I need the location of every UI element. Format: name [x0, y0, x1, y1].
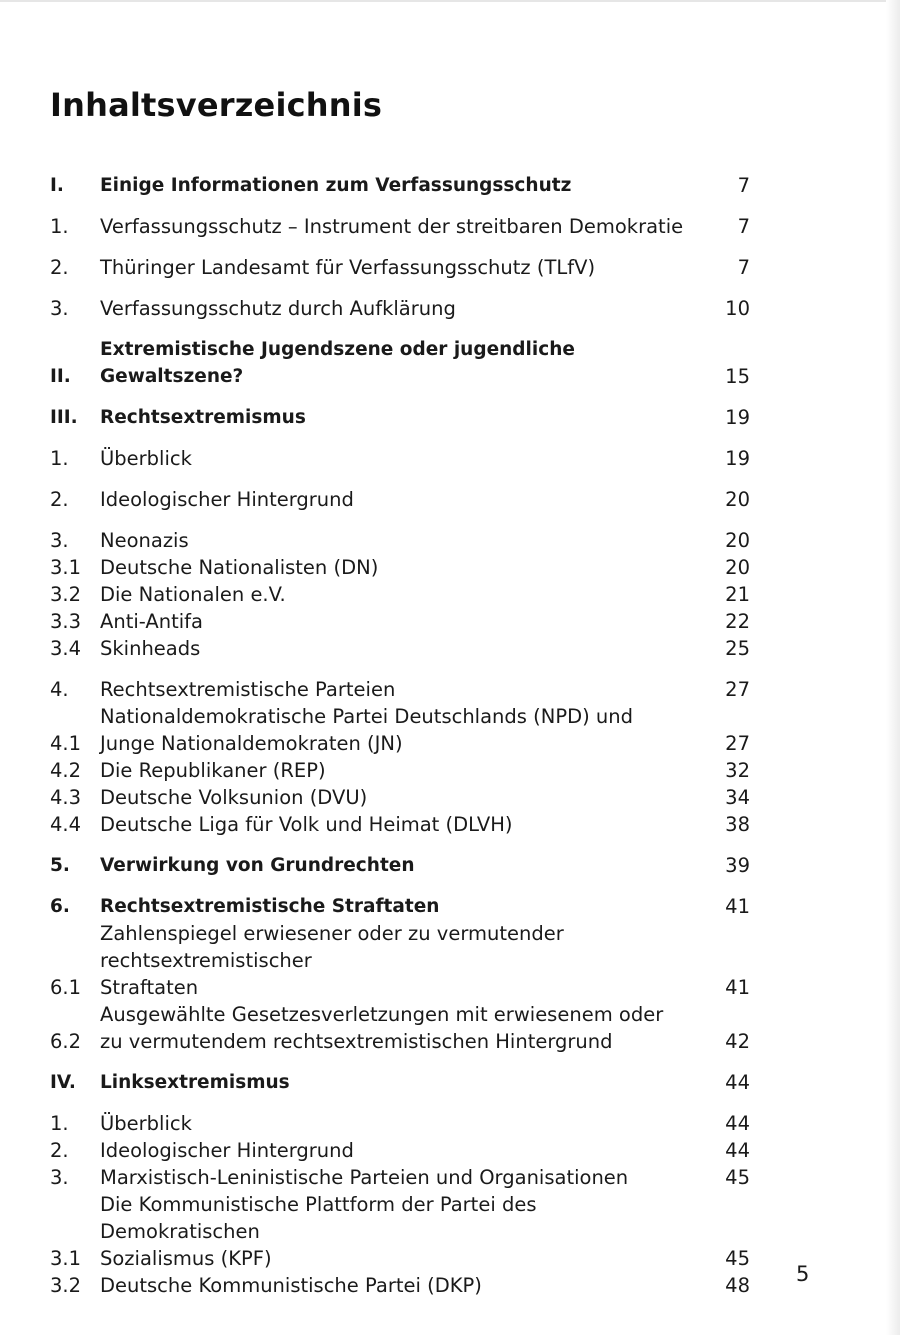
toc-entry-number: 1.: [50, 1112, 69, 1135]
toc-entry-number: 4.3: [50, 786, 82, 809]
toc-entry: [50, 608, 750, 635]
toc-entry-number: 3.: [50, 1166, 69, 1189]
toc-entry-number: 2.: [50, 488, 69, 511]
toc-entry-title: Skinheads: [100, 637, 201, 660]
toc-entry-number: 2.: [50, 1139, 69, 1162]
toc-entry-title: Nationaldemokratische Partei Deutschlands (NPD) und Junge Nationaldemokraten (JN): [100, 705, 634, 755]
table-of-contents: [50, 172, 750, 1299]
toc-entry-number: II.: [50, 366, 71, 387]
toc-entry: [50, 295, 750, 322]
toc-entry-number: 1.: [50, 215, 69, 238]
toc-entry-page: 34: [725, 786, 750, 809]
toc-entry-page: 48: [725, 1274, 750, 1297]
toc-entry-page: 27: [725, 678, 750, 701]
toc-entry-page: 41: [725, 976, 750, 999]
toc-entry-page: 7: [737, 215, 750, 238]
toc-entry-title: Extremistische Jugendszene oder jugendliche Gewaltszene?: [100, 339, 575, 387]
toc-entry-number: 3.: [50, 529, 69, 552]
toc-entry: [50, 635, 750, 662]
toc-entry-number: 4.4: [50, 813, 82, 836]
toc-entry-number: 3.2: [50, 1274, 82, 1297]
toc-entry-page: 20: [725, 488, 750, 511]
toc-entry-page: 44: [725, 1112, 750, 1135]
toc-entry-title: Deutsche Nationalisten (DN): [100, 556, 379, 579]
toc-entry: [50, 404, 750, 431]
toc-entry-number: 3.2: [50, 583, 82, 606]
toc-entry-title: Verfassungsschutz – Instrument der streitbaren Demokratie: [100, 215, 684, 238]
toc-entry-number: 3.3: [50, 610, 82, 633]
toc-entry-number: 2.: [50, 256, 69, 279]
toc-entry-number: I.: [50, 175, 64, 196]
toc-entry-title: Rechtsextremistische Parteien: [100, 678, 396, 701]
toc-entry-page: 10: [725, 297, 750, 320]
toc-entry-page: 20: [725, 529, 750, 552]
toc-entry-title: Deutsche Kommunistische Partei (DKP): [100, 1274, 482, 1297]
toc-entry-page: 20: [725, 556, 750, 579]
toc-entry-page: 44: [725, 1071, 750, 1094]
toc-entry-title: Linksextremismus: [100, 1072, 290, 1093]
toc-entry-title: Die Kommunistische Plattform der Partei des Demokratischen Sozialismus (KPF): [100, 1193, 537, 1270]
toc-entry-title: Überblick: [100, 447, 192, 470]
toc-entry-title: Rechtsextremistische Straftaten: [100, 896, 440, 917]
toc-entry: [50, 1191, 750, 1272]
page-title: Inhaltsverzeichnis: [50, 86, 383, 124]
toc-entry-title: Verfassungsschutz durch Aufklärung: [100, 297, 456, 320]
toc-entry-title: Ausgewählte Gesetzesverletzungen mit erwiesenem oder zu vermutendem rechtsextremistischen Hintergrund: [100, 1003, 664, 1053]
toc-entry-page: 41: [725, 895, 750, 918]
toc-entry-page: 19: [725, 447, 750, 470]
toc-entry-number: 3.1: [50, 556, 82, 579]
toc-entry-title: Ideologischer Hintergrund: [100, 1139, 354, 1162]
toc-entry-page: 42: [725, 1030, 750, 1053]
toc-entry: [50, 486, 750, 513]
toc-entry-page: 32: [725, 759, 750, 782]
toc-entry: [50, 1069, 750, 1096]
toc-entry-number: 4.2: [50, 759, 82, 782]
toc-entry-title: Marxistisch-Leninistische Parteien und Organisationen: [100, 1166, 629, 1189]
toc-entry: [50, 1001, 750, 1055]
toc-entry: [50, 254, 750, 281]
toc-entry-title: Die Republikaner (REP): [100, 759, 326, 782]
toc-entry: [50, 703, 750, 757]
toc-entry: [50, 527, 750, 554]
toc-entry-number: 3.1: [50, 1247, 82, 1270]
toc-entry-title: Die Nationalen e.V.: [100, 583, 286, 606]
toc-entry: [50, 1137, 750, 1164]
toc-entry-page: 25: [725, 637, 750, 660]
toc-entry-number: 6.: [50, 896, 70, 917]
toc-entry-number: 1.: [50, 447, 69, 470]
toc-entry-title: Anti-Antifa: [100, 610, 203, 633]
toc-entry-page: 15: [725, 365, 750, 388]
toc-entry: [50, 172, 750, 199]
toc-entry: [50, 213, 750, 240]
toc-entry: [50, 920, 750, 1001]
toc-entry-title: Neonazis: [100, 529, 189, 552]
toc-entry: [50, 1272, 750, 1299]
toc-entry-page: 21: [725, 583, 750, 606]
toc-entry-page: 19: [725, 406, 750, 429]
toc-entry-page: 22: [725, 610, 750, 633]
toc-entry-page: 7: [737, 174, 750, 197]
toc-entry: [50, 676, 750, 703]
toc-entry-title: Deutsche Volksunion (DVU): [100, 786, 368, 809]
toc-entry: [50, 893, 750, 920]
toc-entry: [50, 784, 750, 811]
toc-entry-title: Deutsche Liga für Volk und Heimat (DLVH): [100, 813, 513, 836]
toc-entry: [50, 1164, 750, 1191]
toc-entry-number: 3.4: [50, 637, 82, 660]
toc-entry-title: Verwirkung von Grundrechten: [100, 855, 415, 876]
toc-entry-page: 27: [725, 732, 750, 755]
toc-entry-number: III.: [50, 407, 78, 428]
toc-entry-page: 44: [725, 1139, 750, 1162]
page-number: 5: [796, 1262, 810, 1286]
toc-entry-page: 39: [725, 854, 750, 877]
toc-entry: [50, 811, 750, 838]
toc-entry-page: 7: [737, 256, 750, 279]
toc-entry-title: Einige Informationen zum Verfassungsschutz: [100, 175, 572, 196]
toc-entry-number: 4.1: [50, 732, 82, 755]
page-top-edge: [0, 0, 900, 2]
toc-entry-title: Thüringer Landesamt für Verfassungsschutz (TLfV): [100, 256, 596, 279]
toc-entry-number: 5.: [50, 855, 70, 876]
toc-entry: [50, 1110, 750, 1137]
toc-entry: [50, 554, 750, 581]
toc-entry-title: Überblick: [100, 1112, 192, 1135]
toc-entry-title: Rechtsextremismus: [100, 407, 306, 428]
toc-entry-number: IV.: [50, 1072, 76, 1093]
toc-entry-title: Ideologischer Hintergrund: [100, 488, 354, 511]
toc-entry: [50, 336, 750, 390]
toc-entry-page: 45: [725, 1166, 750, 1189]
toc-entry: [50, 757, 750, 784]
toc-entry: [50, 581, 750, 608]
toc-entry-number: 6.1: [50, 976, 82, 999]
toc-entry-page: 38: [725, 813, 750, 836]
page-right-edge: [886, 0, 900, 1335]
toc-entry-number: 4.: [50, 678, 69, 701]
toc-entry-number: 3.: [50, 297, 69, 320]
toc-entry-title: Zahlenspiegel erwiesener oder zu vermutender rechtsextremistischer Straftaten: [100, 922, 564, 999]
toc-entry-page: 45: [725, 1247, 750, 1270]
toc-entry: [50, 852, 750, 879]
toc-entry-number: 6.2: [50, 1030, 82, 1053]
toc-entry: [50, 445, 750, 472]
